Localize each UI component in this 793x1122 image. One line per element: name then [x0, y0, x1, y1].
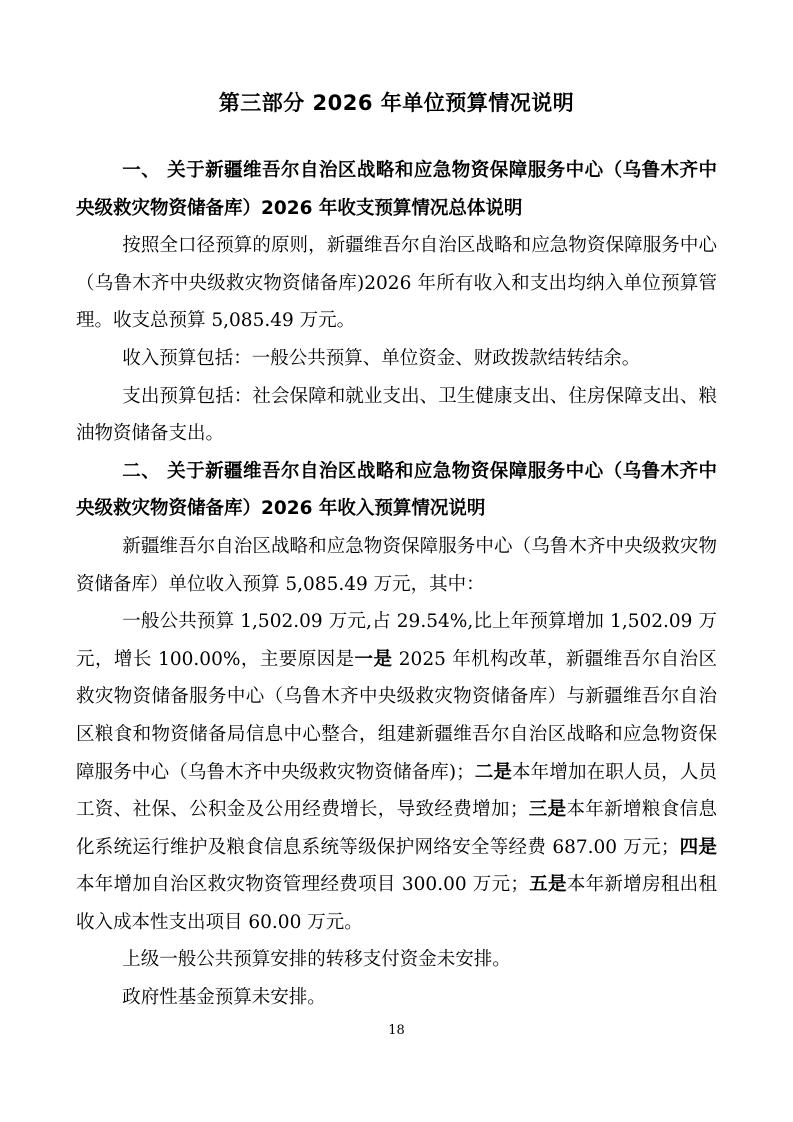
bold-text-run: 一、 关于新疆维吾尔自治区战略和应急物资保障服务中心（乌鲁木齐中央级救灾物资储备库）2026 年收支预算情况总体说明 [76, 160, 717, 219]
paragraph [76, 979, 717, 1017]
paragraph [76, 227, 717, 340]
text-run: 本年增加自治区救灾物资管理经费项目 300.00 万元； [76, 874, 529, 896]
text-run: 一般公共预算 1,502.09 万元,占 29.54%,比上年预算增加 1,502.09 万元，增长 100.00%，主要原因是 [76, 611, 717, 670]
paragraph [76, 378, 717, 453]
bold-text-run: 五是 [528, 874, 567, 896]
paragraph [76, 941, 717, 979]
text-run: 本年新增粮食信息化系统运行维护及粮食信息系统等级保护网络安全等经费 687.00 万元； [76, 799, 717, 858]
text-run: 支出预算包括：社会保障和就业支出、卫生健康支出、住房保障支出、粮油物资储备支出。 [76, 385, 717, 445]
text-run: 政府性基金预算未安排。 [122, 987, 326, 1009]
text-run: 本年新增房租出租收入成本性支出项目 60.00 万元。 [76, 874, 717, 933]
paragraph [76, 528, 717, 603]
paragraph [76, 340, 717, 378]
bold-text-run: 二、 关于新疆维吾尔自治区战略和应急物资保障服务中心（乌鲁木齐中央级救灾物资储备库）2026 年收入预算情况说明 [76, 460, 717, 520]
text-run: 按照全口径预算的原则，新疆维吾尔自治区战略和应急物资保障服务中心（乌鲁木齐中央级救灾物资储备库)2026 年所有收入和支出均纳入单位预算管理。收支总预算 5,085.49 万元。 [76, 235, 717, 332]
text-run: 新疆维吾尔自治区战略和应急物资保障服务中心（乌鲁木齐中央级救灾物资储备库）单位收入预算 5,085.49 万元，其中： [76, 535, 717, 595]
text-run: 上级一般公共预算安排的转移支付资金未安排。 [122, 949, 511, 971]
bold-text-run: 二是 [474, 761, 513, 783]
section-heading [76, 453, 717, 528]
paragraph [76, 603, 717, 941]
page-number: 18 [388, 1023, 405, 1038]
section-heading [76, 152, 717, 227]
document-body [76, 152, 717, 1017]
text-run: 收入预算包括：一般公共预算、单位资金、财政拨款结转结余。 [122, 347, 641, 369]
text-run: 本年增加在职人员，人员工资、社保、公积金及公用经费增长，导致经费增加； [76, 761, 717, 821]
bold-text-run: 四是 [679, 836, 717, 858]
bold-text-run: 一是 [354, 648, 393, 670]
bold-text-run: 三是 [528, 799, 567, 821]
text-run: 2025 年机构改革，新疆维吾尔自治区救灾物资储备服务中心（乌鲁木齐中央级救灾物资储备库）与新疆维吾尔自治区粮食和物资储备局信息中心整合，组建新疆维吾尔自治区战略和应急物资保障服务中心（乌鲁木齐中央级救灾物资储备库)； [76, 648, 717, 783]
page-title: 第三部分 2026 年单位预算情况说明 [218, 91, 575, 115]
